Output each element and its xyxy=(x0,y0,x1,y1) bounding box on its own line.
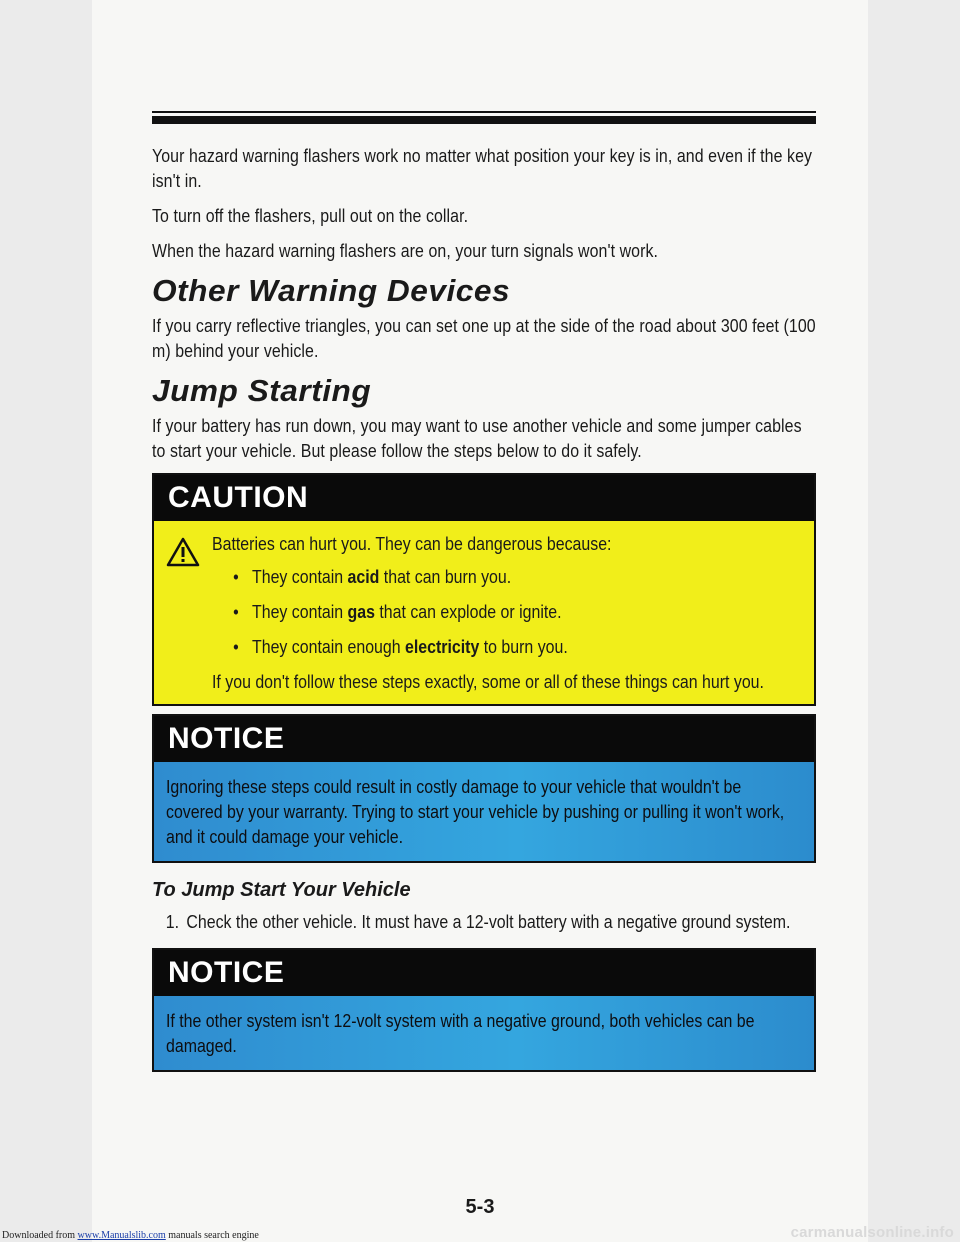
intro-paragraph-3: When the hazard warning flashers are on, your turn signals won't work. xyxy=(152,240,659,261)
caution-closing: If you don't follow these steps exactly, some or all of these things can hurt you. xyxy=(212,671,764,692)
manualslib-link[interactable]: www.Manualslib.com xyxy=(77,1230,166,1241)
caution-item-electricity: • They contain enough electricity to burn you. xyxy=(252,634,837,659)
caution-list xyxy=(252,564,802,659)
heading-to-jump-start: To Jump Start Your Vehicle xyxy=(152,879,411,901)
jump-starting-text: If your battery has run down, you may want to use another vehicle and some jumper cables to start your vehicle. But please follow the steps below to do it safely. xyxy=(152,415,802,461)
jump-start-steps xyxy=(152,909,816,934)
top-rule-thin xyxy=(152,111,816,113)
caution-body xyxy=(154,521,814,704)
heading-other-warning-devices: Other Warning Devices xyxy=(152,273,511,308)
notice-box-warranty xyxy=(152,714,816,863)
page-content xyxy=(152,143,816,1072)
notice-header: NOTICE xyxy=(154,716,814,762)
notice-text: Ignoring these steps could result in costly damage to your vehicle that wouldn't be covered by your warranty. Trying to start your vehicle by pushing or pulling it won't work, and it could damage your vehicle. xyxy=(166,776,785,847)
intro-paragraph-2: To turn off the flashers, pull out on the collar. xyxy=(152,205,469,226)
notice-body xyxy=(154,762,814,861)
intro-paragraph-1: Your hazard warning flashers work no matter what position your key is in, and even if the key isn't in. xyxy=(152,145,813,191)
watermark: carmanualsonline.info xyxy=(790,1224,954,1241)
other-warning-devices-text: If you carry reflective triangles, you can set one up at the side of the road about 300 feet (100 m) behind your vehicle. xyxy=(152,315,816,361)
notice-box-ground xyxy=(152,948,816,1072)
step-text: Check the other vehicle. It must have a 12-volt battery with a negative ground system. xyxy=(186,911,791,932)
warning-triangle-icon xyxy=(166,537,200,567)
caution-item-acid: • They contain acid that can burn you. xyxy=(252,564,837,589)
caution-header: CAUTION xyxy=(154,475,814,521)
download-banner: Downloaded from www.Manualslib.com manuals search engine xyxy=(2,1230,259,1241)
page-number: 5-3 xyxy=(465,1196,495,1218)
step-item xyxy=(152,909,823,934)
step-number: 1. xyxy=(165,911,180,932)
notice-text: If the other system isn't 12-volt system with a negative ground, both vehicles can be damaged. xyxy=(166,1010,755,1056)
notice-header: NOTICE xyxy=(154,950,814,996)
heading-jump-starting: Jump Starting xyxy=(152,373,372,408)
notice-body xyxy=(154,996,814,1070)
caution-item-gas: • They contain gas that can explode or ignite. xyxy=(252,599,837,624)
caution-intro: Batteries can hurt you. They can be dangerous because: xyxy=(212,533,612,554)
top-rule-thick xyxy=(152,116,816,124)
caution-box xyxy=(152,473,816,706)
